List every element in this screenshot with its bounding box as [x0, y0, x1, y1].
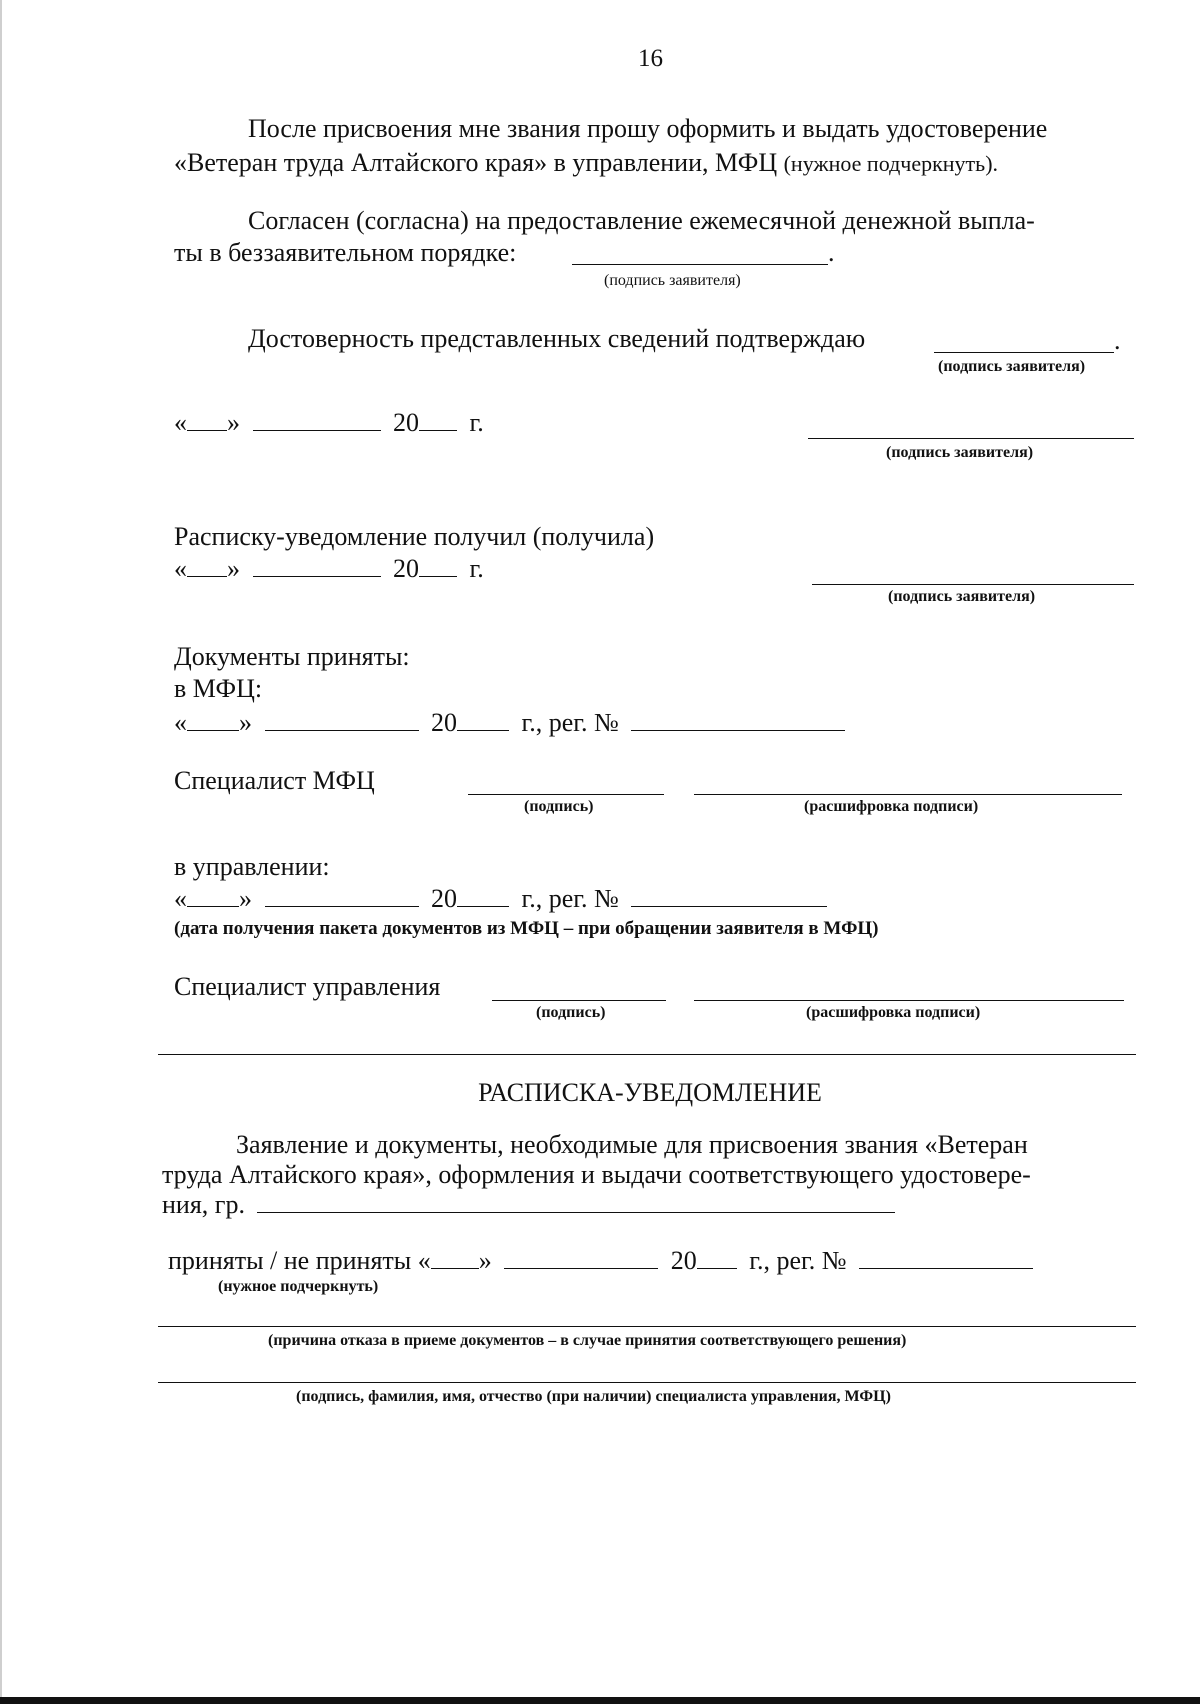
refusal-caption: (причина отказа в приеме документов – в случае принятия соответствующего решения)	[268, 1332, 907, 1349]
specialist-signature-caption: (подпись, фамилия, имя, отчество (при наличии) специалиста управления, МФЦ)	[296, 1388, 891, 1405]
receipt-day-field[interactable]	[431, 1246, 479, 1269]
receipt-title: РАСПИСКА-УВЕДОМЛЕНИЕ	[478, 1078, 822, 1107]
rr-open-quote: «	[174, 554, 187, 583]
rr-signature-line[interactable]	[812, 584, 1134, 585]
mfc-year-field[interactable]	[457, 708, 509, 731]
date1-signature-line[interactable]	[808, 438, 1134, 439]
refusal-reason-line[interactable]	[158, 1326, 1136, 1327]
dept-day-field[interactable]	[187, 884, 239, 907]
dept-reg-number-field[interactable]	[631, 884, 827, 907]
dept-specialist-label: Специалист управления	[174, 972, 441, 1001]
date1-open-quote: «	[174, 408, 187, 437]
receipt-reg-number-field[interactable]	[859, 1246, 1033, 1269]
para1-line2-note: (нужное подчеркнуть).	[783, 151, 999, 176]
para2-line1: Согласен (согласна) на предоставление ежемесячной денежной выпла-	[248, 206, 1035, 235]
receipt-received-date-row	[174, 554, 484, 584]
dept-sign-caption: (подпись)	[536, 1004, 606, 1021]
para2-caption: (подпись заявителя)	[604, 272, 741, 289]
date1-suffix: г.	[469, 408, 484, 437]
para1-line2	[174, 148, 998, 179]
mfc-day-field[interactable]	[187, 708, 239, 731]
para1-line1: После присвоения мне звания прошу оформить и выдать удостоверение	[248, 114, 1048, 143]
specialist-signature-line[interactable]	[158, 1382, 1136, 1383]
dept-decode-line[interactable]	[694, 1000, 1124, 1001]
date1-year: 20	[393, 408, 419, 437]
rr-year-field[interactable]	[419, 554, 457, 577]
mfc-reg-number-field[interactable]	[631, 708, 845, 731]
date1-close-quote: »	[227, 408, 240, 437]
mfc-decode-caption: (расшифровка подписи)	[804, 798, 979, 815]
mfc-specialist-label: Специалист МФЦ	[174, 766, 375, 795]
rr-suffix: г.	[469, 554, 484, 583]
date1-day-field[interactable]	[187, 408, 227, 431]
docs-mfc-date-row	[174, 708, 845, 738]
dept-open-quote: «	[174, 884, 187, 913]
receipt-line3-row	[162, 1190, 895, 1220]
mfc-close-quote: »	[239, 708, 252, 737]
page-number: 16	[638, 45, 663, 72]
receipt-line2: труда Алтайского края», оформления и выдачи соответствующего удостовере-	[162, 1160, 1031, 1189]
scan-edge	[0, 0, 2, 1704]
dept-sign-line[interactable]	[492, 1000, 666, 1001]
dept-close-quote: »	[239, 884, 252, 913]
dept-decode-caption: (расшифровка подписи)	[806, 1004, 981, 1021]
docs-accepted-title: Документы приняты:	[174, 642, 410, 671]
receipt-line3: ния, гр.	[162, 1190, 245, 1219]
rr-caption: (подпись заявителя)	[888, 588, 1036, 605]
mfc-month-field[interactable]	[265, 708, 419, 731]
rr-close-quote: »	[227, 554, 240, 583]
para2-line2: ты в беззаявительном порядке:	[174, 238, 517, 267]
para3-period: .	[1114, 326, 1121, 355]
para1-line2-main: «Ветеран труда Алтайского края» в управлении, МФЦ	[174, 148, 778, 177]
rr-month-field[interactable]	[253, 554, 381, 577]
mfc-decode-line[interactable]	[694, 794, 1122, 795]
dept-month-field[interactable]	[265, 884, 419, 907]
rr-day-field[interactable]	[187, 554, 227, 577]
receipt-year: 20	[670, 1246, 697, 1275]
receipt-line1: Заявление и документы, необходимые для присвоения звания «Ветеран	[236, 1130, 1028, 1159]
dept-label: в управлении:	[174, 852, 330, 881]
receipt-received-text: Расписку-уведомление получил (получила)	[174, 522, 655, 551]
receipt-citizen-field[interactable]	[257, 1190, 895, 1213]
rr-year: 20	[393, 554, 419, 583]
para3-caption: (подпись заявителя)	[938, 358, 1086, 375]
date1-row	[174, 408, 484, 438]
receipt-accepted-prefix: приняты / не приняты «	[168, 1246, 431, 1275]
section-divider	[158, 1054, 1136, 1055]
dept-date-row	[174, 884, 827, 914]
mfc-reg: г., рег. №	[521, 708, 619, 737]
scan-bottom-border	[0, 1697, 1200, 1704]
receipt-accepted-row	[168, 1246, 1033, 1276]
mfc-sign-line[interactable]	[468, 794, 664, 795]
para2-period: .	[828, 238, 835, 267]
para3-text: Достоверность представленных сведений подтверждаю	[248, 324, 866, 353]
receipt-close-quote: »	[478, 1246, 492, 1275]
dept-note: (дата получения пакета документов из МФЦ – при обращении заявителя в МФЦ)	[174, 918, 879, 939]
dept-reg: г., рег. №	[521, 884, 619, 913]
receipt-month-field[interactable]	[504, 1246, 658, 1269]
mfc-year: 20	[431, 708, 457, 737]
date1-month-field[interactable]	[253, 408, 381, 431]
dept-year-field[interactable]	[457, 884, 509, 907]
docs-mfc-label: в МФЦ:	[174, 674, 263, 703]
receipt-reg: г., рег. №	[749, 1246, 847, 1275]
para3-signature-line[interactable]	[934, 352, 1114, 353]
mfc-open-quote: «	[174, 708, 187, 737]
date1-year-field[interactable]	[419, 408, 457, 431]
receipt-year-field[interactable]	[697, 1246, 737, 1269]
receipt-underline-note: (нужное подчеркнуть)	[218, 1278, 379, 1295]
dept-year: 20	[431, 884, 457, 913]
para2-signature-line[interactable]	[572, 264, 828, 265]
mfc-sign-caption: (подпись)	[524, 798, 594, 815]
date1-caption: (подпись заявителя)	[886, 444, 1034, 461]
